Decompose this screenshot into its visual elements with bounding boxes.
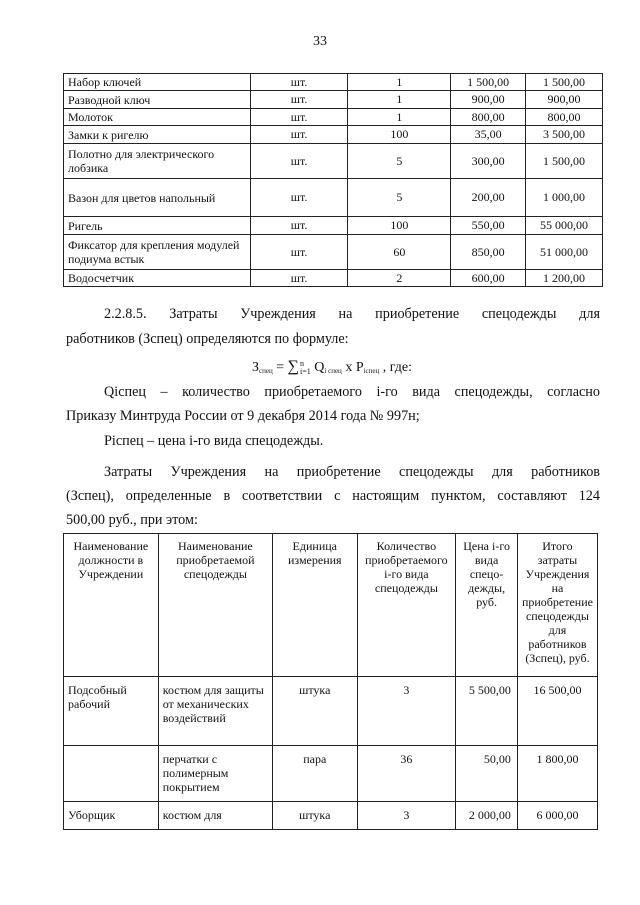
- workwear-item-cell: костюм для: [158, 802, 272, 830]
- item-total: 51 000,00: [526, 235, 603, 270]
- column-header: Итого затраты Учреждения на приобретение спецодежды для работников (Зспец), руб.: [517, 534, 597, 677]
- total-cell: 16 500,00: [517, 677, 597, 746]
- unit-cell: пара: [273, 746, 357, 802]
- column-header: Наименование должности в Учреждении: [64, 534, 159, 677]
- item-total: 1 500,00: [526, 74, 603, 91]
- position-cell: [64, 746, 159, 802]
- table-row: [64, 109, 603, 126]
- price-cell: 50,00: [456, 746, 518, 802]
- workwear-cost-table: [63, 533, 598, 830]
- summary-line: (Зспец), определенные в соответствии с настоящим пунктом, составляют 124: [66, 488, 600, 504]
- item-unit: шт.: [250, 74, 348, 91]
- formula-sum: ∑: [287, 358, 300, 375]
- definition-q-line: Qiспец – количество приобретаемого i-го вида спецодежды, согласно: [104, 384, 600, 400]
- formula-q-sub: i спец: [324, 367, 342, 375]
- item-name: Фиксатор для крепления модулей подиума встык: [64, 235, 251, 270]
- item-total: 55 000,00: [526, 217, 603, 235]
- definition-q-line: Приказу Минтруда России от 9 декабря 2014 года № 997н;: [66, 408, 420, 424]
- item-qty: 1: [348, 91, 451, 109]
- item-price: 550,00: [451, 217, 526, 235]
- item-price: 850,00: [451, 235, 526, 270]
- table-row: [64, 746, 598, 802]
- unit-cell: штука: [273, 802, 357, 830]
- item-qty: 1: [348, 74, 451, 91]
- column-header: Цена i-го вида спецо-дежды, руб.: [456, 534, 518, 677]
- formula-q: Q: [310, 360, 325, 375]
- table-row: [64, 126, 603, 144]
- qty-cell: 36: [357, 746, 456, 802]
- item-unit: шт.: [250, 179, 348, 217]
- item-total: 1 500,00: [526, 144, 603, 179]
- formula-eq: =: [272, 360, 288, 375]
- section-intro-line: работников (Зспец) определяются по формуле:: [66, 331, 349, 347]
- definition-p-line: Piспец – цена i-го вида спецодежды.: [104, 433, 324, 449]
- table-row: [64, 144, 603, 179]
- table-row: [64, 91, 603, 109]
- item-unit: шт.: [250, 270, 348, 287]
- item-name: Набор ключей: [64, 74, 251, 91]
- item-total: 3 500,00: [526, 126, 603, 144]
- formula-p-sub: iспец: [363, 367, 380, 375]
- formula-sum-sub: i=1: [300, 367, 311, 376]
- page-number: 33: [313, 34, 327, 49]
- qty-cell: 3: [357, 677, 456, 746]
- equipment-cost-table: [63, 73, 603, 287]
- item-unit: шт.: [250, 91, 348, 109]
- unit-cell: штука: [273, 677, 357, 746]
- cost-formula: [252, 358, 412, 376]
- item-qty: 5: [348, 144, 451, 179]
- item-price: 1 500,00: [451, 74, 526, 91]
- item-price: 600,00: [451, 270, 526, 287]
- item-name: Водосчетчик: [64, 270, 251, 287]
- table-row: [64, 179, 603, 217]
- formula-p: P: [355, 360, 364, 375]
- section-heading-line: 2.2.8.5. Затраты Учреждения на приобретение спецодежды для: [104, 306, 600, 322]
- total-cell: 6 000,00: [517, 802, 597, 830]
- price-cell: 2 000,00: [456, 802, 518, 830]
- item-name: Молоток: [64, 109, 251, 126]
- formula-tail: , где:: [379, 360, 413, 375]
- formula-lhs-sub: спец: [259, 367, 273, 375]
- column-header: Количество приобретаемого i-го вида спецодежды: [357, 534, 456, 677]
- item-qty: 60: [348, 235, 451, 270]
- column-header: Единица измерения: [273, 534, 357, 677]
- item-total: 1 000,00: [526, 179, 603, 217]
- formula-lhs: З: [252, 360, 260, 375]
- position-cell: Уборщик: [64, 802, 159, 830]
- item-name: Полотно для электрического лобзика: [64, 144, 251, 179]
- item-name: Разводной ключ: [64, 91, 251, 109]
- item-total: 800,00: [526, 109, 603, 126]
- item-qty: 100: [348, 217, 451, 235]
- item-name: Замки к ригелю: [64, 126, 251, 144]
- column-header: Наименование приобретаемой спецодежды: [158, 534, 272, 677]
- item-total: 900,00: [526, 91, 603, 109]
- item-price: 900,00: [451, 91, 526, 109]
- table-row: [64, 677, 598, 746]
- item-price: 200,00: [451, 179, 526, 217]
- workwear-item-cell: перчатки с полимерным покрытием: [158, 746, 272, 802]
- item-unit: шт.: [250, 217, 348, 235]
- item-unit: шт.: [250, 126, 348, 144]
- formula-times: x: [341, 360, 356, 375]
- table-row: [64, 270, 603, 287]
- item-qty: 100: [348, 126, 451, 144]
- qty-cell: 3: [357, 802, 456, 830]
- item-unit: шт.: [250, 144, 348, 179]
- formula-sum-sup: n: [300, 359, 305, 368]
- table-row: [64, 235, 603, 270]
- workwear-item-cell: костюм для защиты от механических воздействий: [158, 677, 272, 746]
- table-row: [64, 802, 598, 830]
- table-row: [64, 74, 603, 91]
- item-qty: 1: [348, 109, 451, 126]
- item-unit: шт.: [250, 109, 348, 126]
- item-price: 35,00: [451, 126, 526, 144]
- item-total: 1 200,00: [526, 270, 603, 287]
- table-row: [64, 217, 603, 235]
- item-price: 300,00: [451, 144, 526, 179]
- item-name: Вазон для цветов напольный: [64, 179, 251, 217]
- price-cell: 5 500,00: [456, 677, 518, 746]
- item-unit: шт.: [250, 235, 348, 270]
- summary-line: Затраты Учреждения на приобретение спецодежды для работников: [104, 464, 600, 480]
- item-name: Ригель: [64, 217, 251, 235]
- item-qty: 2: [348, 270, 451, 287]
- total-cell: 1 800,00: [517, 746, 597, 802]
- item-qty: 5: [348, 179, 451, 217]
- summary-line: 500,00 руб., при этом:: [66, 512, 198, 528]
- position-cell: Подсобный рабочий: [64, 677, 159, 746]
- table-header-row: [64, 534, 598, 677]
- item-price: 800,00: [451, 109, 526, 126]
